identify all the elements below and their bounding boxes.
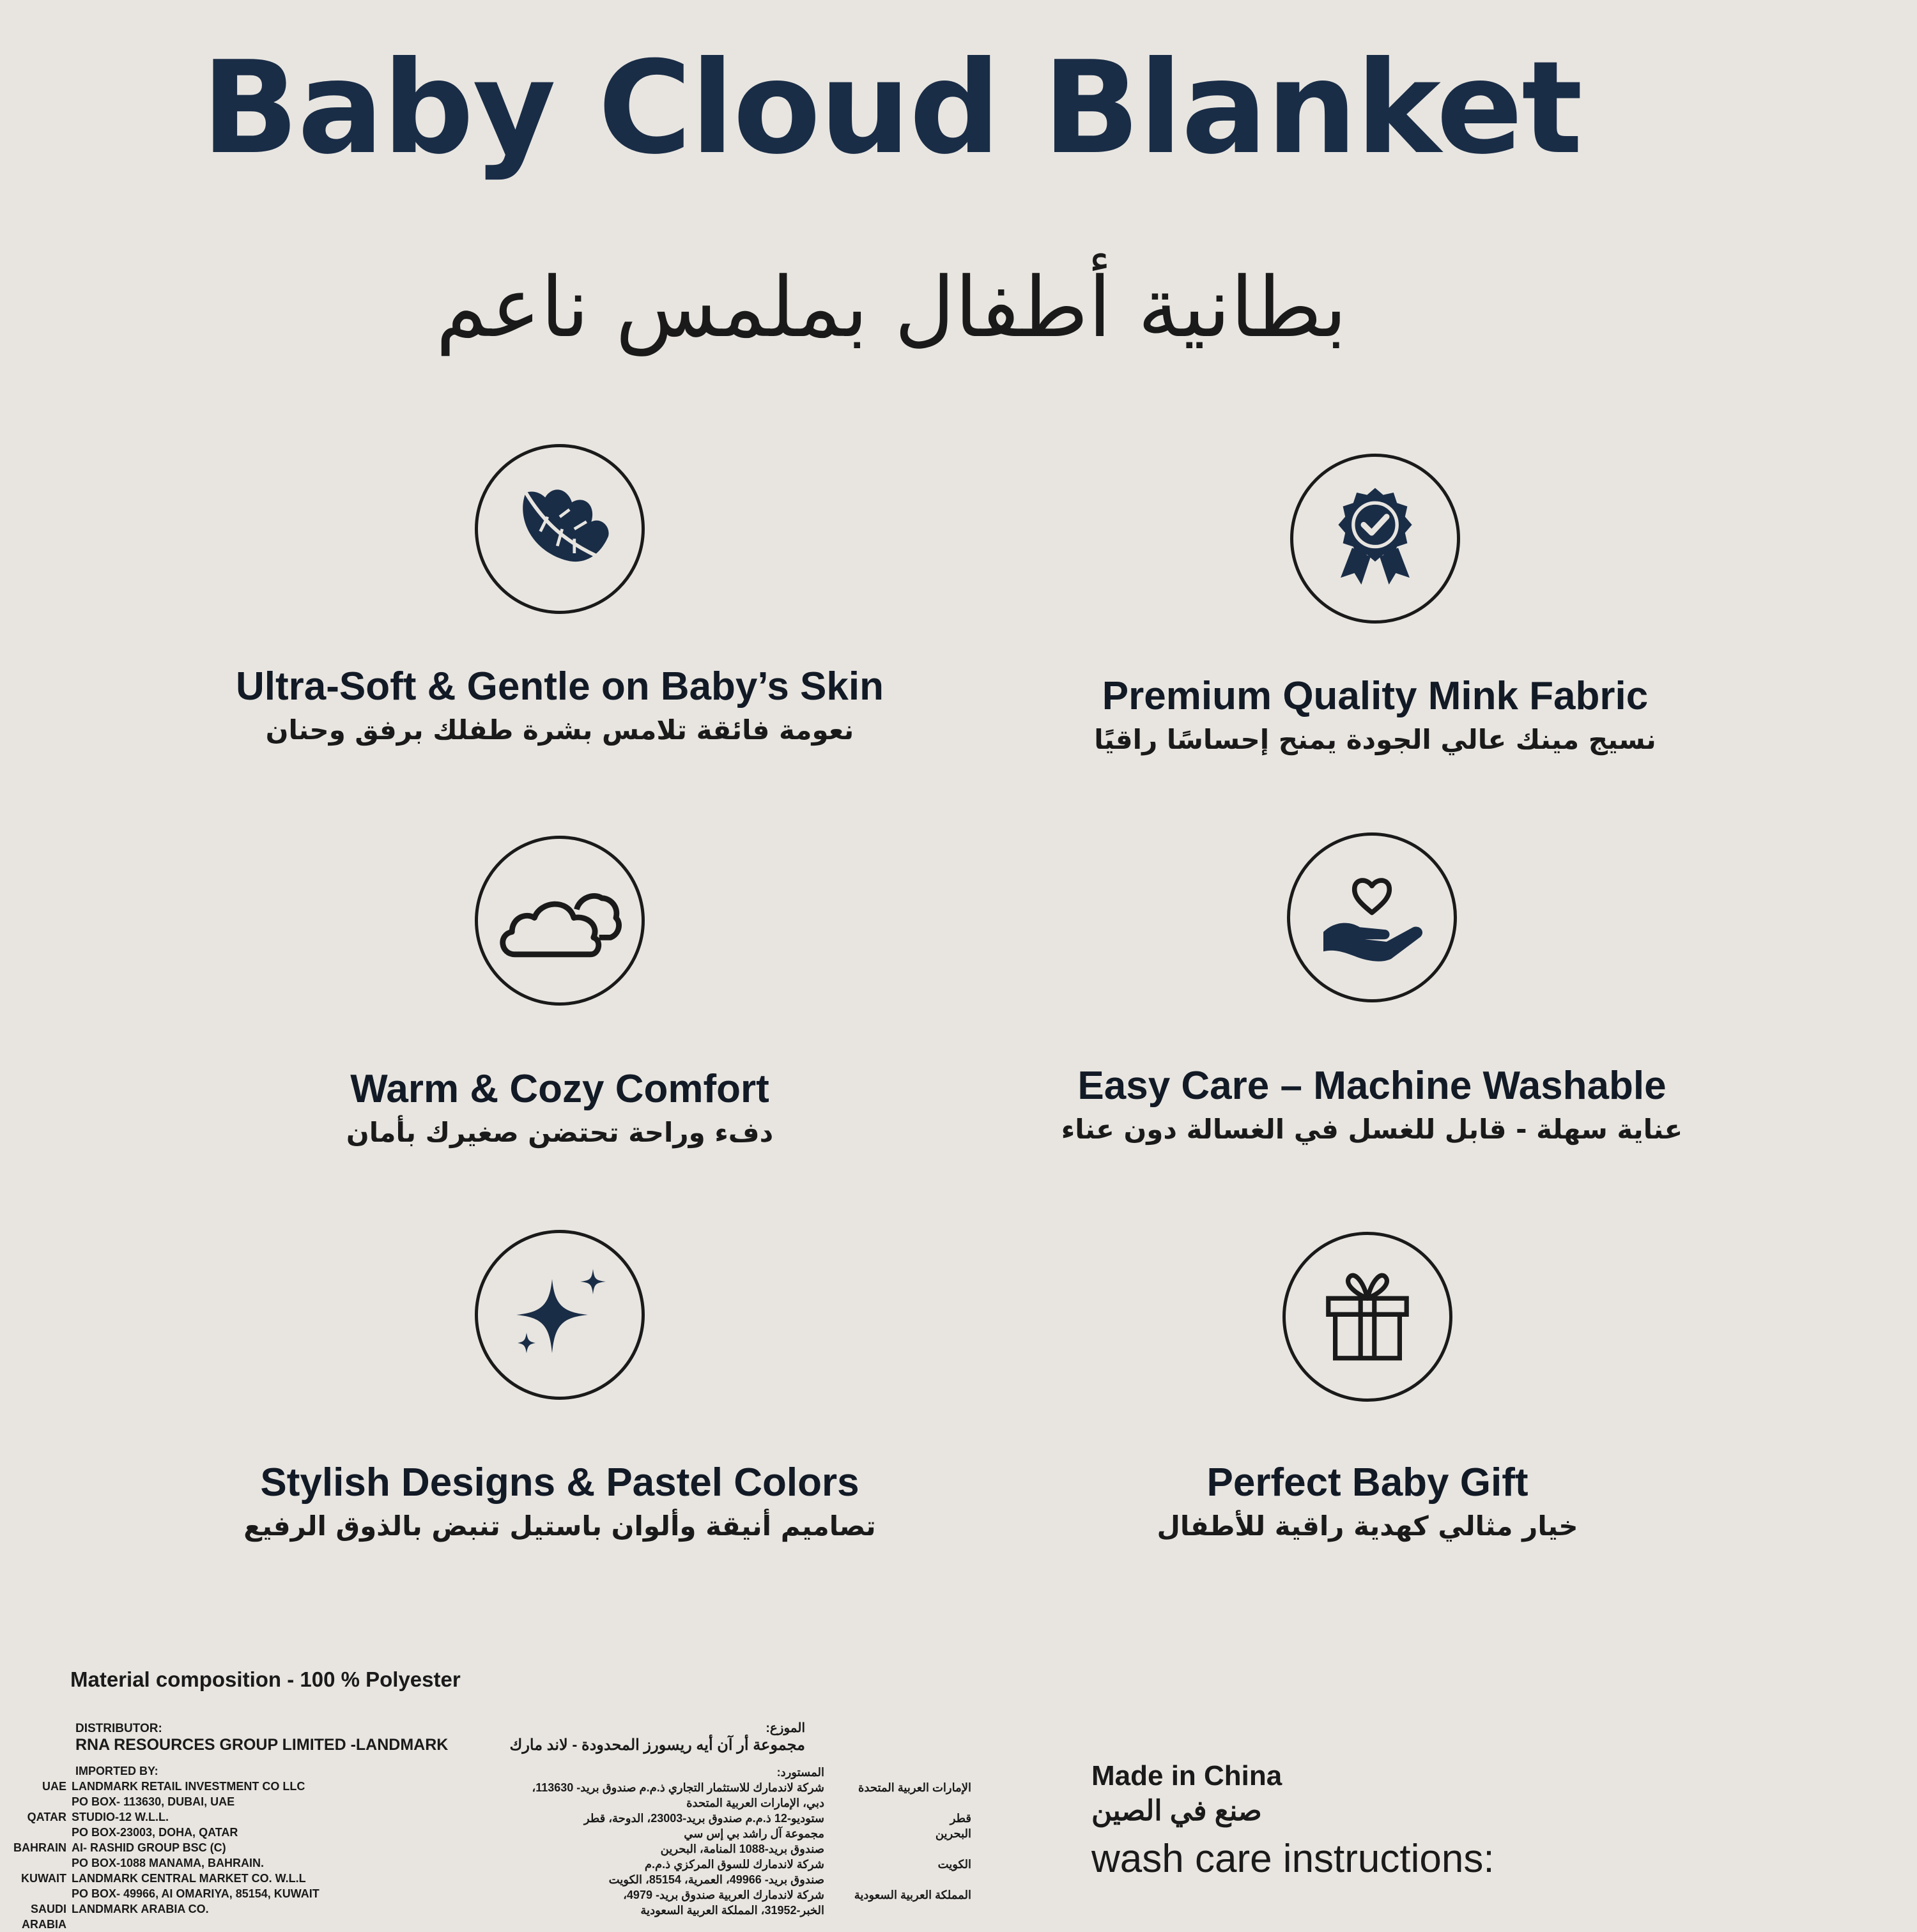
distributor-name-ar: مجموعة أر آن أيه ريسورز المحدودة - لاند مارك: [509, 1736, 805, 1754]
importer-line-ar: الخبر-31952، المملكة العربية السعودية: [640, 1904, 824, 1917]
importer-country-ar: [824, 1795, 971, 1811]
importer-line: STUDIO-12 W.L.L.: [72, 1811, 169, 1823]
distributor-en: [75, 1722, 448, 1754]
importer-row-ar: [422, 1826, 971, 1841]
importer-line: PO BOX-23003, DOHA, QATAR: [72, 1826, 238, 1839]
importer-row-ar: [422, 1811, 971, 1826]
importer-line-ar: شركة لاندمارك العربية صندوق بريد- 4979،: [623, 1889, 824, 1901]
importer-line: AI- RASHID GROUP BSC (C): [72, 1841, 226, 1854]
importer-country: SAUDI ARABIA: [22, 1903, 66, 1931]
feature-warm: [144, 836, 975, 1148]
importer-line-ar: صندوق بريد- 49966، العمرية، 85154، الكويت: [608, 1873, 824, 1886]
imported-heading: IMPORTED BY:: [75, 1765, 158, 1777]
importer-row: [0, 1825, 320, 1840]
feature-stylish: [144, 1230, 975, 1542]
sparkle-icon: [496, 1251, 624, 1379]
distributor-name: RNA RESOURCES GROUP LIMITED -LANDMARK: [75, 1736, 449, 1754]
importer-country: KUWAIT: [21, 1872, 66, 1885]
heart-hand-icon: [1311, 857, 1433, 978]
importer-country-ar: الإمارات العربية المتحدة: [858, 1781, 971, 1794]
made-in: Made in China: [1091, 1760, 1282, 1791]
imported-heading-ar: المستورد:: [776, 1766, 824, 1779]
feature-title-ar: نسيج مينك عالي الجودة يمنح إحساسًا راقيًا: [1094, 724, 1656, 755]
feature-title-ar: تصاميم أنيقة وألوان باستيل تنبض بالذوق الرفيع: [243, 1510, 876, 1542]
importer-row-ar: [422, 1872, 971, 1887]
importer-row: [0, 1809, 320, 1825]
importer-row-ar: [422, 1780, 971, 1795]
feather-icon: [499, 468, 620, 590]
importer-line: LANDMARK CENTRAL MARKET CO. W.L.L: [72, 1872, 306, 1885]
feature-title: Easy Care – Machine Washable: [1077, 1064, 1667, 1108]
feature-title: Ultra-Soft & Gentle on Baby’s Skin: [236, 664, 884, 709]
feature-icon-frame: [1287, 832, 1457, 1002]
feature-icon-frame: [475, 1230, 645, 1400]
distributor-heading-ar: الموزع:: [766, 1721, 805, 1735]
importer-row-ar: [422, 1795, 971, 1811]
importer-row: [0, 1886, 320, 1901]
importer-country: UAE: [42, 1780, 66, 1793]
importer-row: [0, 1794, 320, 1809]
importer-country: [0, 1825, 72, 1840]
distributor-heading: DISTRIBUTOR:: [75, 1722, 162, 1735]
importer-line-ar: شركة لاندمارك للاستثمار التجاري ذ.م.م صندوق بريد- 113630،: [532, 1781, 824, 1794]
importer-country: [0, 1794, 72, 1809]
importer-country-ar: [824, 1872, 971, 1887]
importer-line: LANDMARK ARABIA CO.: [72, 1903, 209, 1915]
importer-row: [0, 1779, 320, 1794]
importer-country-ar: [824, 1903, 971, 1918]
importer-country-ar: الكويت: [937, 1858, 971, 1871]
importer-row: [0, 1871, 320, 1886]
importer-country: [0, 1886, 72, 1901]
feature-title: Stylish Designs & Pastel Colors: [260, 1460, 859, 1505]
importer-country: [0, 1855, 72, 1871]
wash-care-heading: wash care instructions:: [1091, 1837, 1495, 1881]
importer-line: LANDMARK RETAIL INVESTMENT CO LLC: [72, 1780, 305, 1793]
importer-row: [0, 1840, 320, 1855]
feature-title-ar: نعومة فائقة تلامس بشرة طفلك برفق وحنان: [265, 714, 854, 746]
feature-title: Premium Quality Mink Fabric: [1102, 674, 1649, 718]
feature-title: Warm & Cozy Comfort: [350, 1067, 769, 1111]
feature-title: Perfect Baby Gift: [1206, 1460, 1528, 1505]
origin-block: [1091, 1760, 1495, 1882]
feature-title-ar: دفء وراحة تحتضن صغيرك بأمان: [346, 1117, 774, 1148]
importer-country-ar: قطر: [950, 1812, 971, 1825]
importer-row-ar: [422, 1841, 971, 1857]
importer-line: PO BOX- 113630, DUBAI, UAE: [72, 1795, 235, 1808]
importer-row: [0, 1855, 320, 1871]
made-in-ar: صنع في الصين: [1091, 1795, 1262, 1827]
importers-ar: [422, 1765, 971, 1918]
importer-row: [0, 1901, 320, 1932]
product-title: Baby Cloud Blanket: [201, 34, 1582, 183]
importer-row-ar: [422, 1903, 971, 1918]
distributor-ar: [422, 1720, 805, 1754]
importers-en: [0, 1763, 320, 1932]
importer-line-ar: دبي، الإمارات العربية المتحدة: [686, 1797, 824, 1809]
importer-line-ar: صندوق بريد-1088 المنامة، البحرين: [660, 1843, 824, 1855]
feature-title-ar: عناية سهلة - قابل للغسل في الغسالة دون عناء: [1061, 1114, 1683, 1145]
importer-line: PO BOX- 49966, AI OMARIYA, 85154, KUWAIT: [72, 1887, 320, 1900]
feature-icon-frame: [1290, 454, 1460, 624]
feature-premium: [960, 454, 1790, 755]
importer-line-ar: ستوديو-12 ذ.م.م صندوق بريد-23003، الدوحة، قطر: [583, 1812, 824, 1825]
feature-soft: [144, 444, 975, 746]
feature-icon-frame: [475, 444, 645, 614]
importer-row-ar: [422, 1857, 971, 1872]
importer-line-ar: مجموعة آل راشد بي إس سي: [684, 1827, 824, 1840]
importer-row-ar: [422, 1887, 971, 1903]
gift-icon: [1310, 1259, 1425, 1374]
material-composition: Material composition - 100 % Polyester: [70, 1667, 461, 1691]
feature-icon-frame: [475, 836, 645, 1006]
cloud-icon: [489, 850, 630, 991]
feature-easy-care: [957, 832, 1787, 1145]
importer-country-ar: المملكة العربية السعودية: [854, 1889, 971, 1901]
feature-title-ar: خيار مثالي كهدية راقية للأطفال: [1157, 1510, 1578, 1542]
importer-country-ar: [824, 1841, 971, 1857]
importer-country: QATAR: [27, 1811, 66, 1823]
quality-badge-icon: [1318, 481, 1433, 596]
importer-country-ar: البحرين: [935, 1827, 971, 1840]
importer-line: PO BOX-1088 MANAMA, BAHRAIN.: [72, 1857, 265, 1869]
product-subtitle-ar: بطانية أطفال بملمس ناعم: [435, 259, 1348, 356]
importer-line-ar: شركة لاندمارك للسوق المركزي ذ.م.م: [644, 1858, 824, 1871]
feature-gift: [952, 1232, 1783, 1542]
importer-country: BAHRAIN: [13, 1841, 66, 1854]
feature-icon-frame: [1282, 1232, 1452, 1402]
